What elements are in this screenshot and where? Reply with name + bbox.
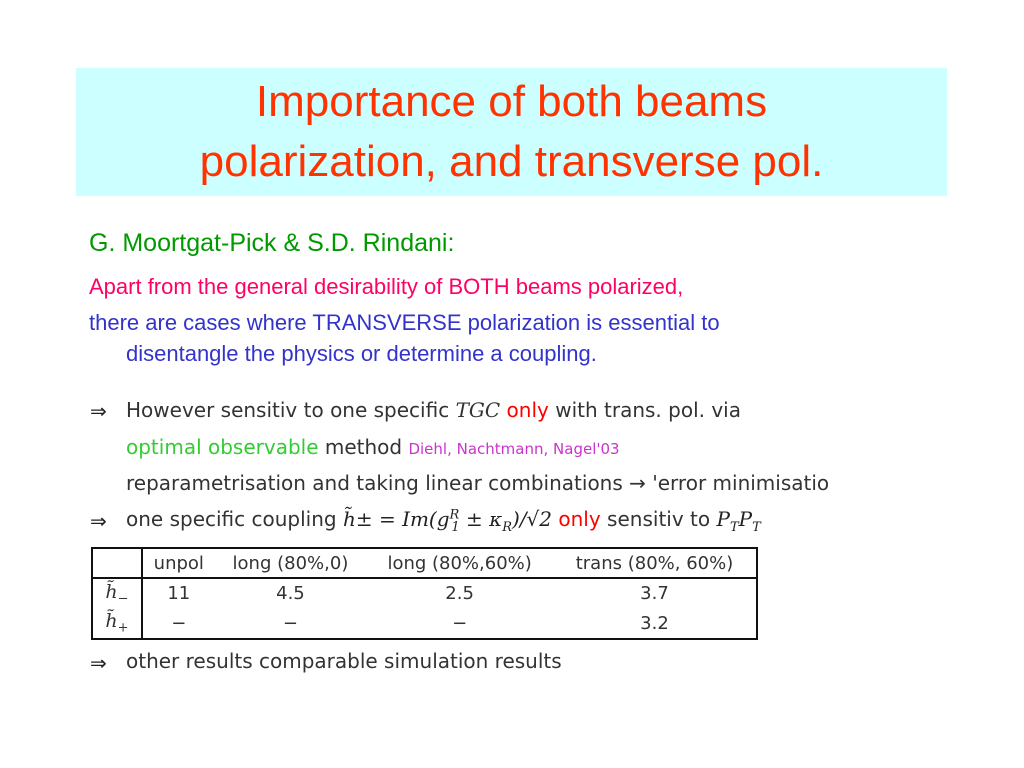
bullet2-text-b: sensitiv to — [600, 507, 717, 531]
authors: G. Moortgat-Pick & S.D. Rindani: — [89, 229, 455, 257]
table-header-cell: long (80%,60%) — [366, 548, 553, 578]
reference: Diehl, Nachtmann, Nagel'03 — [408, 440, 620, 458]
table-cell: 11 — [167, 583, 191, 605]
bullet1-line2 — [126, 435, 620, 459]
title-line-2: polarization, and transverse pol. — [199, 137, 824, 186]
title-line-1: Importance of both beams — [255, 77, 768, 126]
table-cell: − — [282, 612, 298, 634]
row-label: $h̃_+$ — [92, 609, 142, 640]
coupling-formula: h̃± = $Im(g^R_1 \pm \kappa_R)/√2$ — [342, 507, 553, 535]
table-header-cell: long (80%,0) — [215, 548, 367, 578]
row-label: $h̃_-$ — [92, 578, 142, 609]
table-cell: 3.2 — [640, 612, 669, 634]
bullet-arrow-2: ⇒ — [90, 509, 107, 533]
bullet1-line1 — [126, 398, 741, 422]
table-cell: 3.7 — [640, 583, 669, 605]
method-label: method — [318, 435, 409, 459]
only-label-1: only — [506, 398, 549, 422]
table-header-cell: unpol — [142, 548, 215, 578]
bullet-arrow-3: ⇒ — [90, 651, 107, 675]
table-cell: 2.5 — [445, 583, 474, 605]
table-row — [92, 609, 757, 640]
table-header-cell — [92, 548, 142, 578]
table-cell: − — [452, 612, 468, 634]
bullet1-line3: reparametrisation and taking linear combinations → 'error minimisatio — [126, 471, 830, 495]
point-line-1: there are cases where TRANSVERSE polarization is essential to — [89, 310, 720, 335]
table-cell: − — [171, 612, 187, 634]
bullet1-text-b: with trans. pol. via — [548, 398, 741, 422]
table-header-row — [92, 548, 757, 578]
results-table — [91, 547, 758, 640]
optimal-observable: optimal observable — [126, 435, 319, 459]
bullet-arrow-1: ⇒ — [90, 399, 107, 423]
only-label-2: only — [558, 507, 601, 531]
title-banner — [76, 68, 947, 196]
intro-text: Apart from the general desirability of BOTH beams polarized, — [89, 274, 684, 299]
table-header-cell: trans (80%, 60%) — [553, 548, 757, 578]
bullet2-line — [126, 507, 761, 535]
bullet1-text-a: However sensitiv to one specific — [126, 398, 456, 422]
table-row — [92, 578, 757, 609]
bullet3-line: other results comparable simulation results — [126, 649, 562, 673]
tgc-label: TGC — [455, 398, 501, 422]
pt-pt-symbol: $P_TP_T$ — [716, 507, 761, 535]
bullet2-text-a: one specific coupling — [126, 507, 343, 531]
table-cell: 4.5 — [276, 583, 305, 605]
point-line-2: disentangle the physics or determine a coupling. — [126, 341, 597, 366]
